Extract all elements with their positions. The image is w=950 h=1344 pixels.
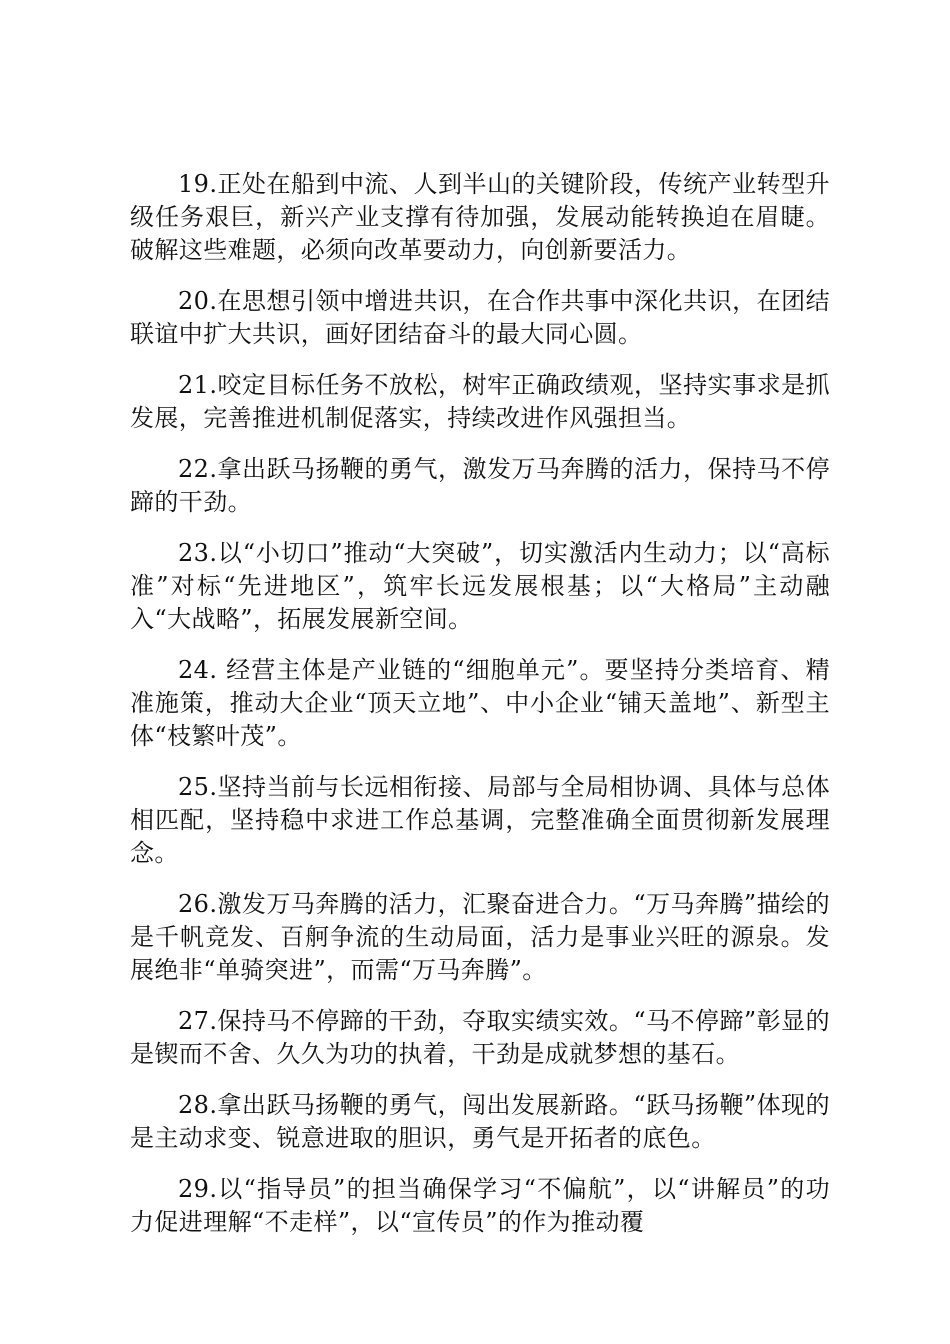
paragraph-26: 26.激发万马奔腾的活力，汇聚奋进合力。“万马奔腾”描绘的是千帆竞发、百舸争流的生动局面，活力是事业兴旺的源泉。发展绝非“单骑突进”，而需“万马奔腾”。 bbox=[130, 890, 830, 984]
paragraph-24: 24. 经营主体是产业链的“细胞单元”。要坚持分类培育、精准施策，推动大企业“顶天立地”、中小企业“铺天盖地”、新型主体“枝繁叶茂”。 bbox=[130, 656, 830, 750]
paragraph-25: 25.坚持当前与长远相衔接、局部与全局相协调、具体与总体相匹配，坚持稳中求进工作总基调，完整准确全面贯彻新发展理念。 bbox=[130, 773, 830, 867]
paragraph-21: 21.咬定目标任务不放松，树牢正确政绩观，坚持实事求是抓发展，完善推进机制促落实，持续改进作风强担当。 bbox=[130, 371, 830, 432]
paragraph-20: 20.在思想引领中增进共识，在合作共事中深化共识，在团结联谊中扩大共识，画好团结奋斗的最大同心圆。 bbox=[130, 287, 830, 348]
document-body bbox=[130, 168, 830, 1257]
paragraph-22: 22.拿出跃马扬鞭的勇气，激发万马奔腾的活力，保持马不停蹄的干劲。 bbox=[130, 455, 830, 516]
paragraph-23: 23.以“小切口”推动“大突破”，切实激活内生动力；以“高标准”对标“先进地区”，筑牢长远发展根基；以“大格局”主动融入“大战略”，拓展发展新空间。 bbox=[130, 539, 830, 633]
paragraph-19: 19.正处在船到中流、人到半山的关键阶段，传统产业转型升级任务艰巨，新兴产业支撑有待加强，发展动能转换迫在眉睫。破解这些难题，必须向改革要动力，向创新要活力。 bbox=[130, 170, 830, 264]
paragraph-28: 28.拿出跃马扬鞭的勇气，闯出发展新路。“跃马扬鞭”体现的是主动求变、锐意进取的胆识，勇气是开拓者的底色。 bbox=[130, 1091, 830, 1152]
paragraph-27: 27.保持马不停蹄的干劲，夺取实绩实效。“马不停蹄”彰显的是锲而不舍、久久为功的执着，干劲是成就梦想的基石。 bbox=[130, 1007, 830, 1068]
paragraph-29: 29.以“指导员”的担当确保学习“不偏航”，以“讲解员”的功力促进理解“不走样”，以“宣传员”的作为推动覆 bbox=[130, 1175, 830, 1236]
